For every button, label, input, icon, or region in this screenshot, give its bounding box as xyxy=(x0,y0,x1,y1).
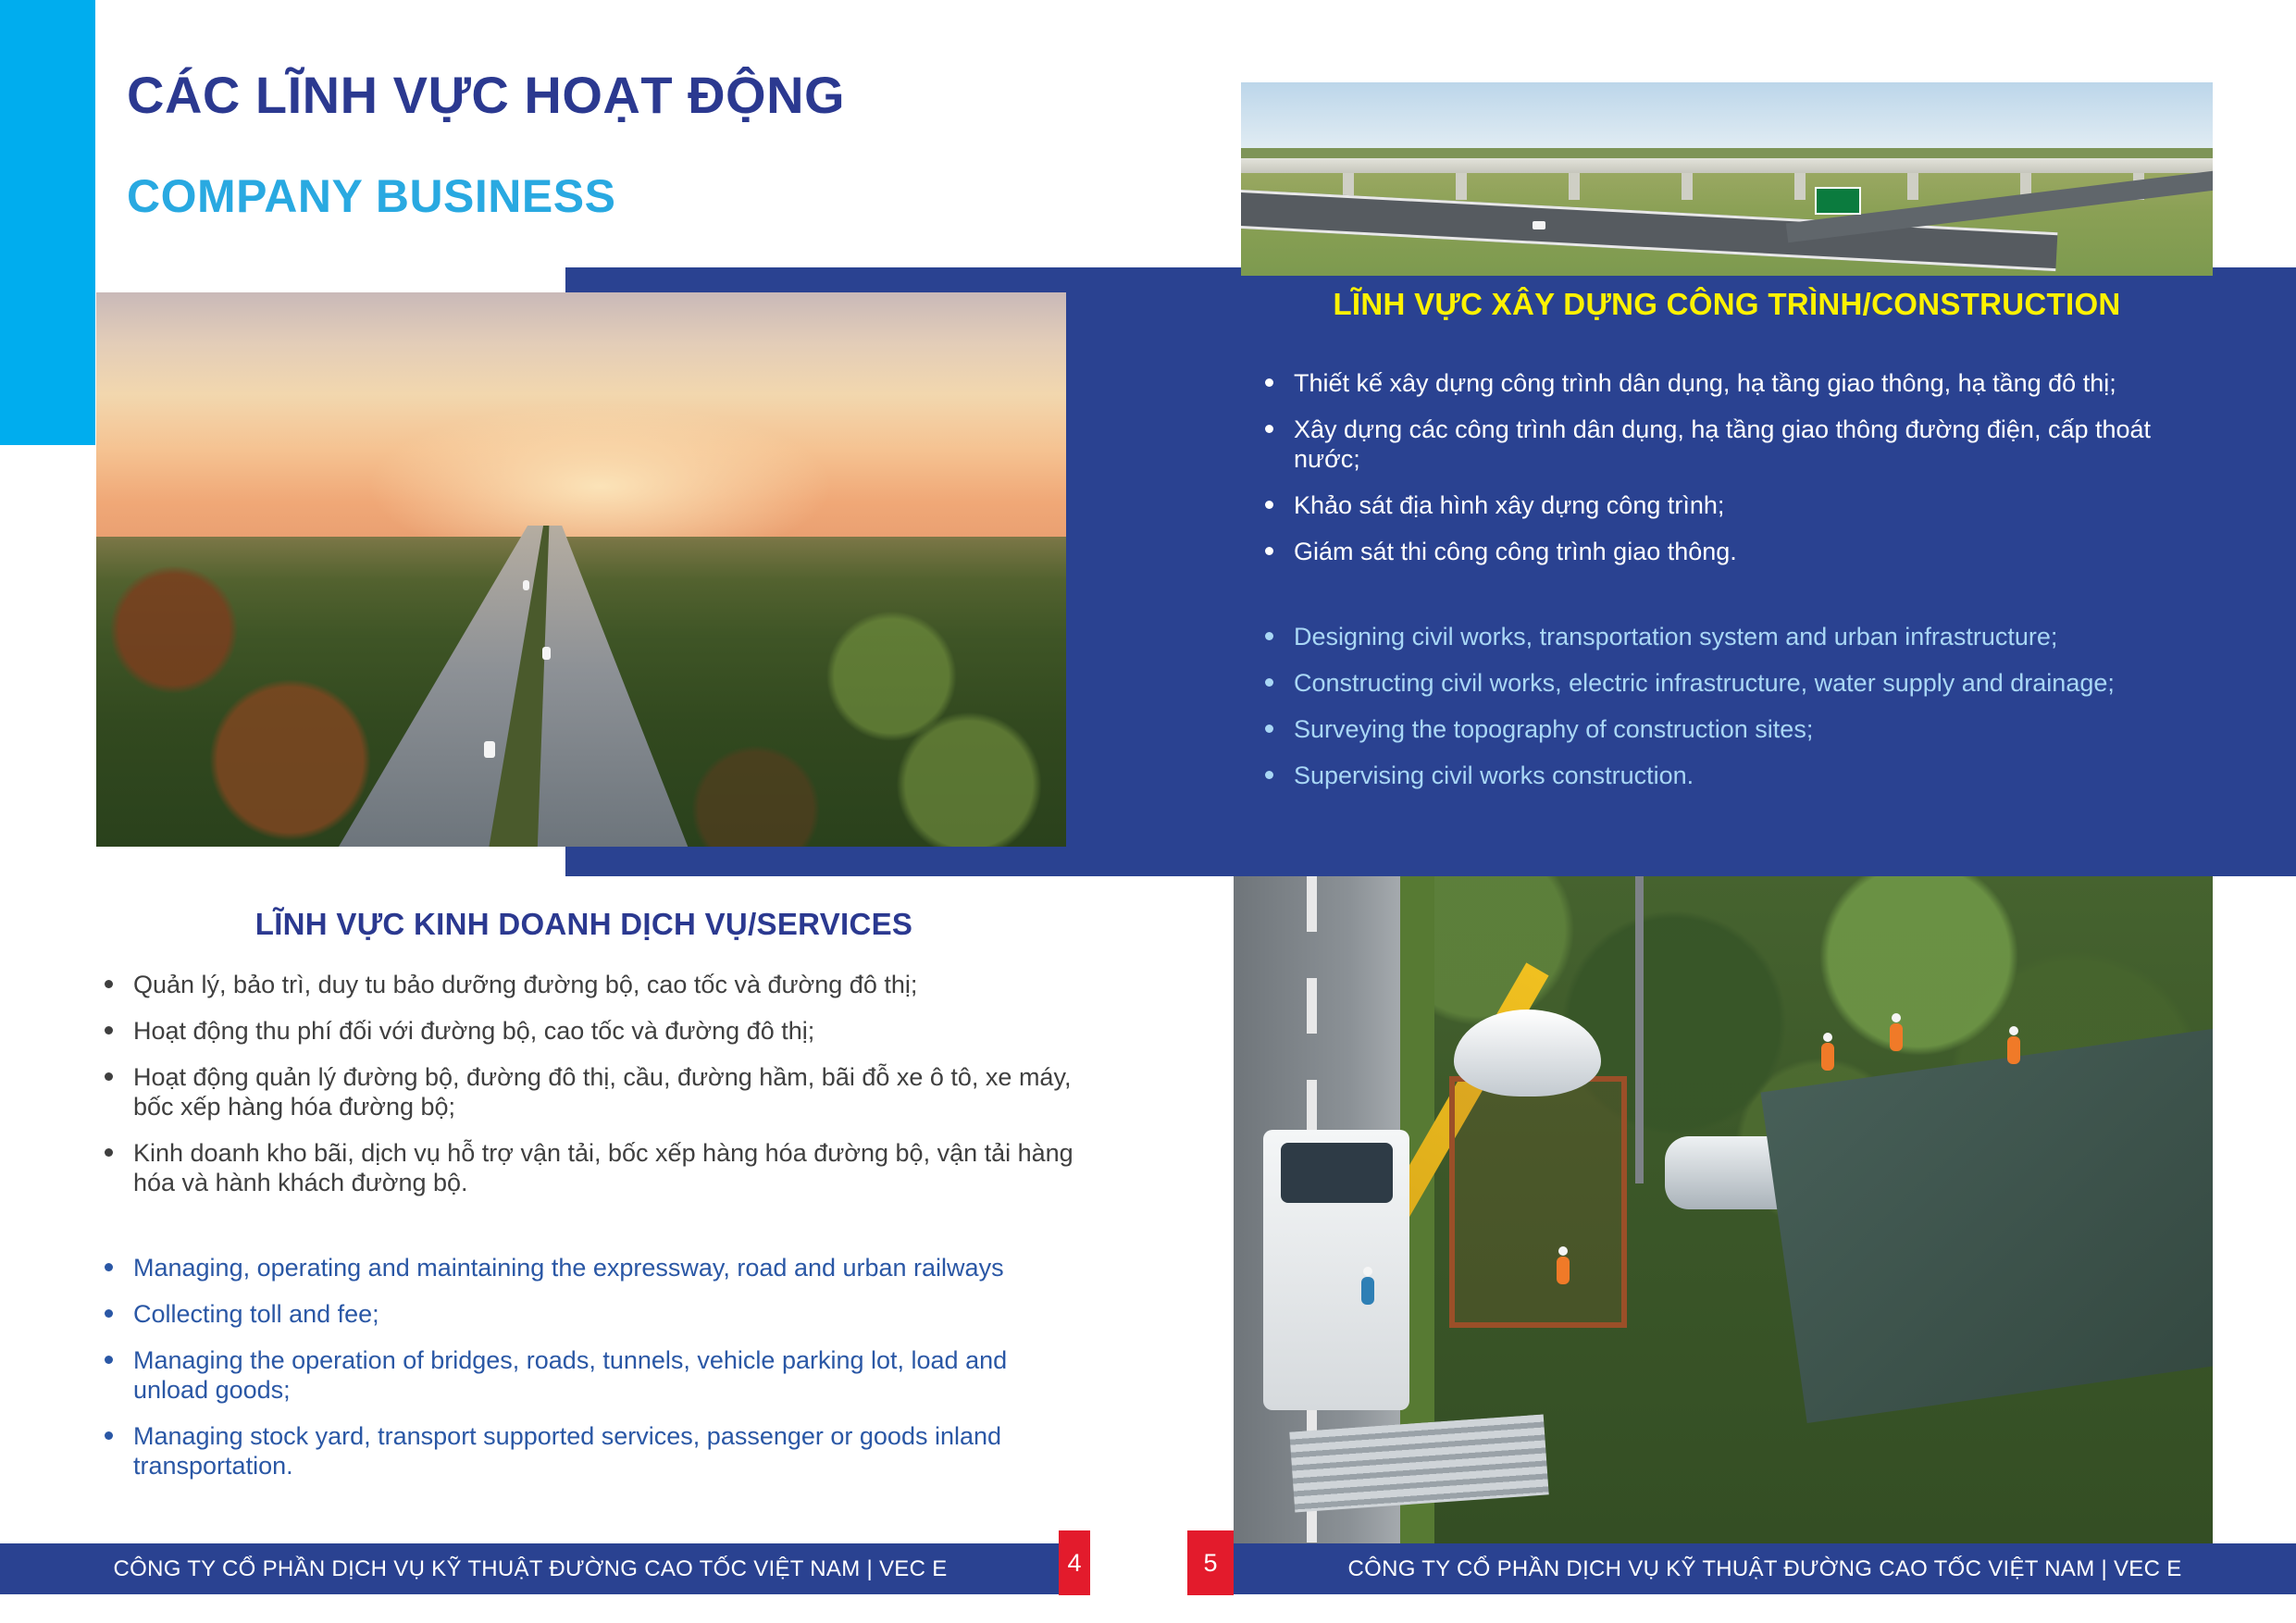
construction-bullets-vietnamese xyxy=(1257,368,2168,583)
list-item: Collecting toll and fee; xyxy=(96,1299,1079,1329)
scaffold-frame xyxy=(1449,1076,1627,1328)
list-item: Supervising civil works construction. xyxy=(1257,761,2168,790)
services-bullets-vietnamese xyxy=(96,970,1079,1214)
car xyxy=(542,647,551,660)
worker xyxy=(1557,1257,1570,1284)
truck-cab xyxy=(1281,1143,1394,1203)
page-title-english: COMPANY BUSINESS xyxy=(127,170,616,222)
worker xyxy=(1821,1043,1834,1071)
services-section-heading: LĨNH VỰC KINH DOANH DỊCH VỤ/SERVICES xyxy=(254,907,913,941)
interchange-photo xyxy=(1241,82,2213,276)
maintenance-crew-photo xyxy=(1234,876,2213,1543)
list-item: Giám sát thi công công trình giao thông. xyxy=(1257,537,2168,566)
list-item: Managing, operating and maintaining the expressway, road and urban railways xyxy=(96,1253,1079,1282)
list-item: Thiết kế xây dựng công trình dân dụng, hạ tầng giao thông, hạ tầng đô thị; xyxy=(1257,368,2168,398)
worker xyxy=(2007,1036,2020,1064)
page-title-vietnamese: CÁC LĨNH VỰC HOẠT ĐỘNG xyxy=(127,66,846,124)
worker xyxy=(1890,1023,1903,1051)
company-name: CÔNG TY CỔ PHẦN DỊCH VỤ KỸ THUẬT ĐƯỜNG CAO TỐC VIỆT NAM | VEC E xyxy=(1347,1555,2182,1581)
list-item: Hoạt động quản lý đường bộ, đường đô thị, cầu, đường hầm, bãi đỗ xe ô tô, xe máy, bốc xếp hàng hóa đường bộ; xyxy=(96,1062,1079,1121)
page-number-text: 5 xyxy=(1203,1548,1218,1577)
roof-slab xyxy=(1761,1024,2213,1423)
services-bullets-english xyxy=(96,1253,1079,1497)
list-item: Managing the operation of bridges, roads, tunnels, vehicle parking lot, load and unload goods; xyxy=(96,1345,1079,1405)
list-item: Xây dựng các công trình dân dụng, hạ tầng giao thông đường điện, cấp thoát nước; xyxy=(1257,415,2168,474)
list-item: Designing civil works, transportation system and urban infrastructure; xyxy=(1257,622,2168,651)
car xyxy=(1533,221,1545,229)
list-item: Managing stock yard, transport supported services, passenger or goods inland transportation. xyxy=(96,1421,1079,1481)
page-number-text: 4 xyxy=(1067,1548,1082,1577)
footer-left xyxy=(0,1543,1061,1594)
worker xyxy=(1361,1277,1374,1305)
list-item: Constructing civil works, electric infrastructure, water supply and drainage; xyxy=(1257,668,2168,698)
list-item: Surveying the topography of construction sites; xyxy=(1257,714,2168,744)
page-number-right xyxy=(1187,1530,1234,1595)
sunset-expressway-photo xyxy=(96,292,1066,847)
car xyxy=(523,580,529,590)
construction-section-heading: LĨNH VỰC XÂY DỰNG CÔNG TRÌNH/CONSTRUCTION xyxy=(1333,287,2121,321)
list-item: Quản lý, bảo trì, duy tu bảo dưỡng đường bộ, cao tốc và đường đô thị; xyxy=(96,970,1079,999)
viaduct-bridge xyxy=(1241,158,2213,174)
page-number-left xyxy=(1059,1530,1090,1595)
construction-bullets-english xyxy=(1257,622,2168,807)
list-item: Hoạt động thu phí đối với đường bộ, cao tốc và đường đô thị; xyxy=(96,1016,1079,1046)
utility-pole xyxy=(1635,876,1644,1183)
list-item: Khảo sát địa hình xây dựng công trình; xyxy=(1257,490,2168,520)
car xyxy=(484,741,495,758)
footer-right xyxy=(1234,1543,2296,1594)
company-name: CÔNG TY CỔ PHẦN DỊCH VỤ KỸ THUẬT ĐƯỜNG CAO TỐC VIỆT NAM | VEC E xyxy=(113,1555,948,1581)
left-accent-bar xyxy=(0,0,95,445)
list-item: Kinh doanh kho bãi, dịch vụ hỗ trợ vận tải, bốc xếp hàng hóa đường bộ, vận tải hàng hóa và hành khách đường bộ. xyxy=(96,1138,1079,1197)
road-sign xyxy=(1815,187,1861,215)
